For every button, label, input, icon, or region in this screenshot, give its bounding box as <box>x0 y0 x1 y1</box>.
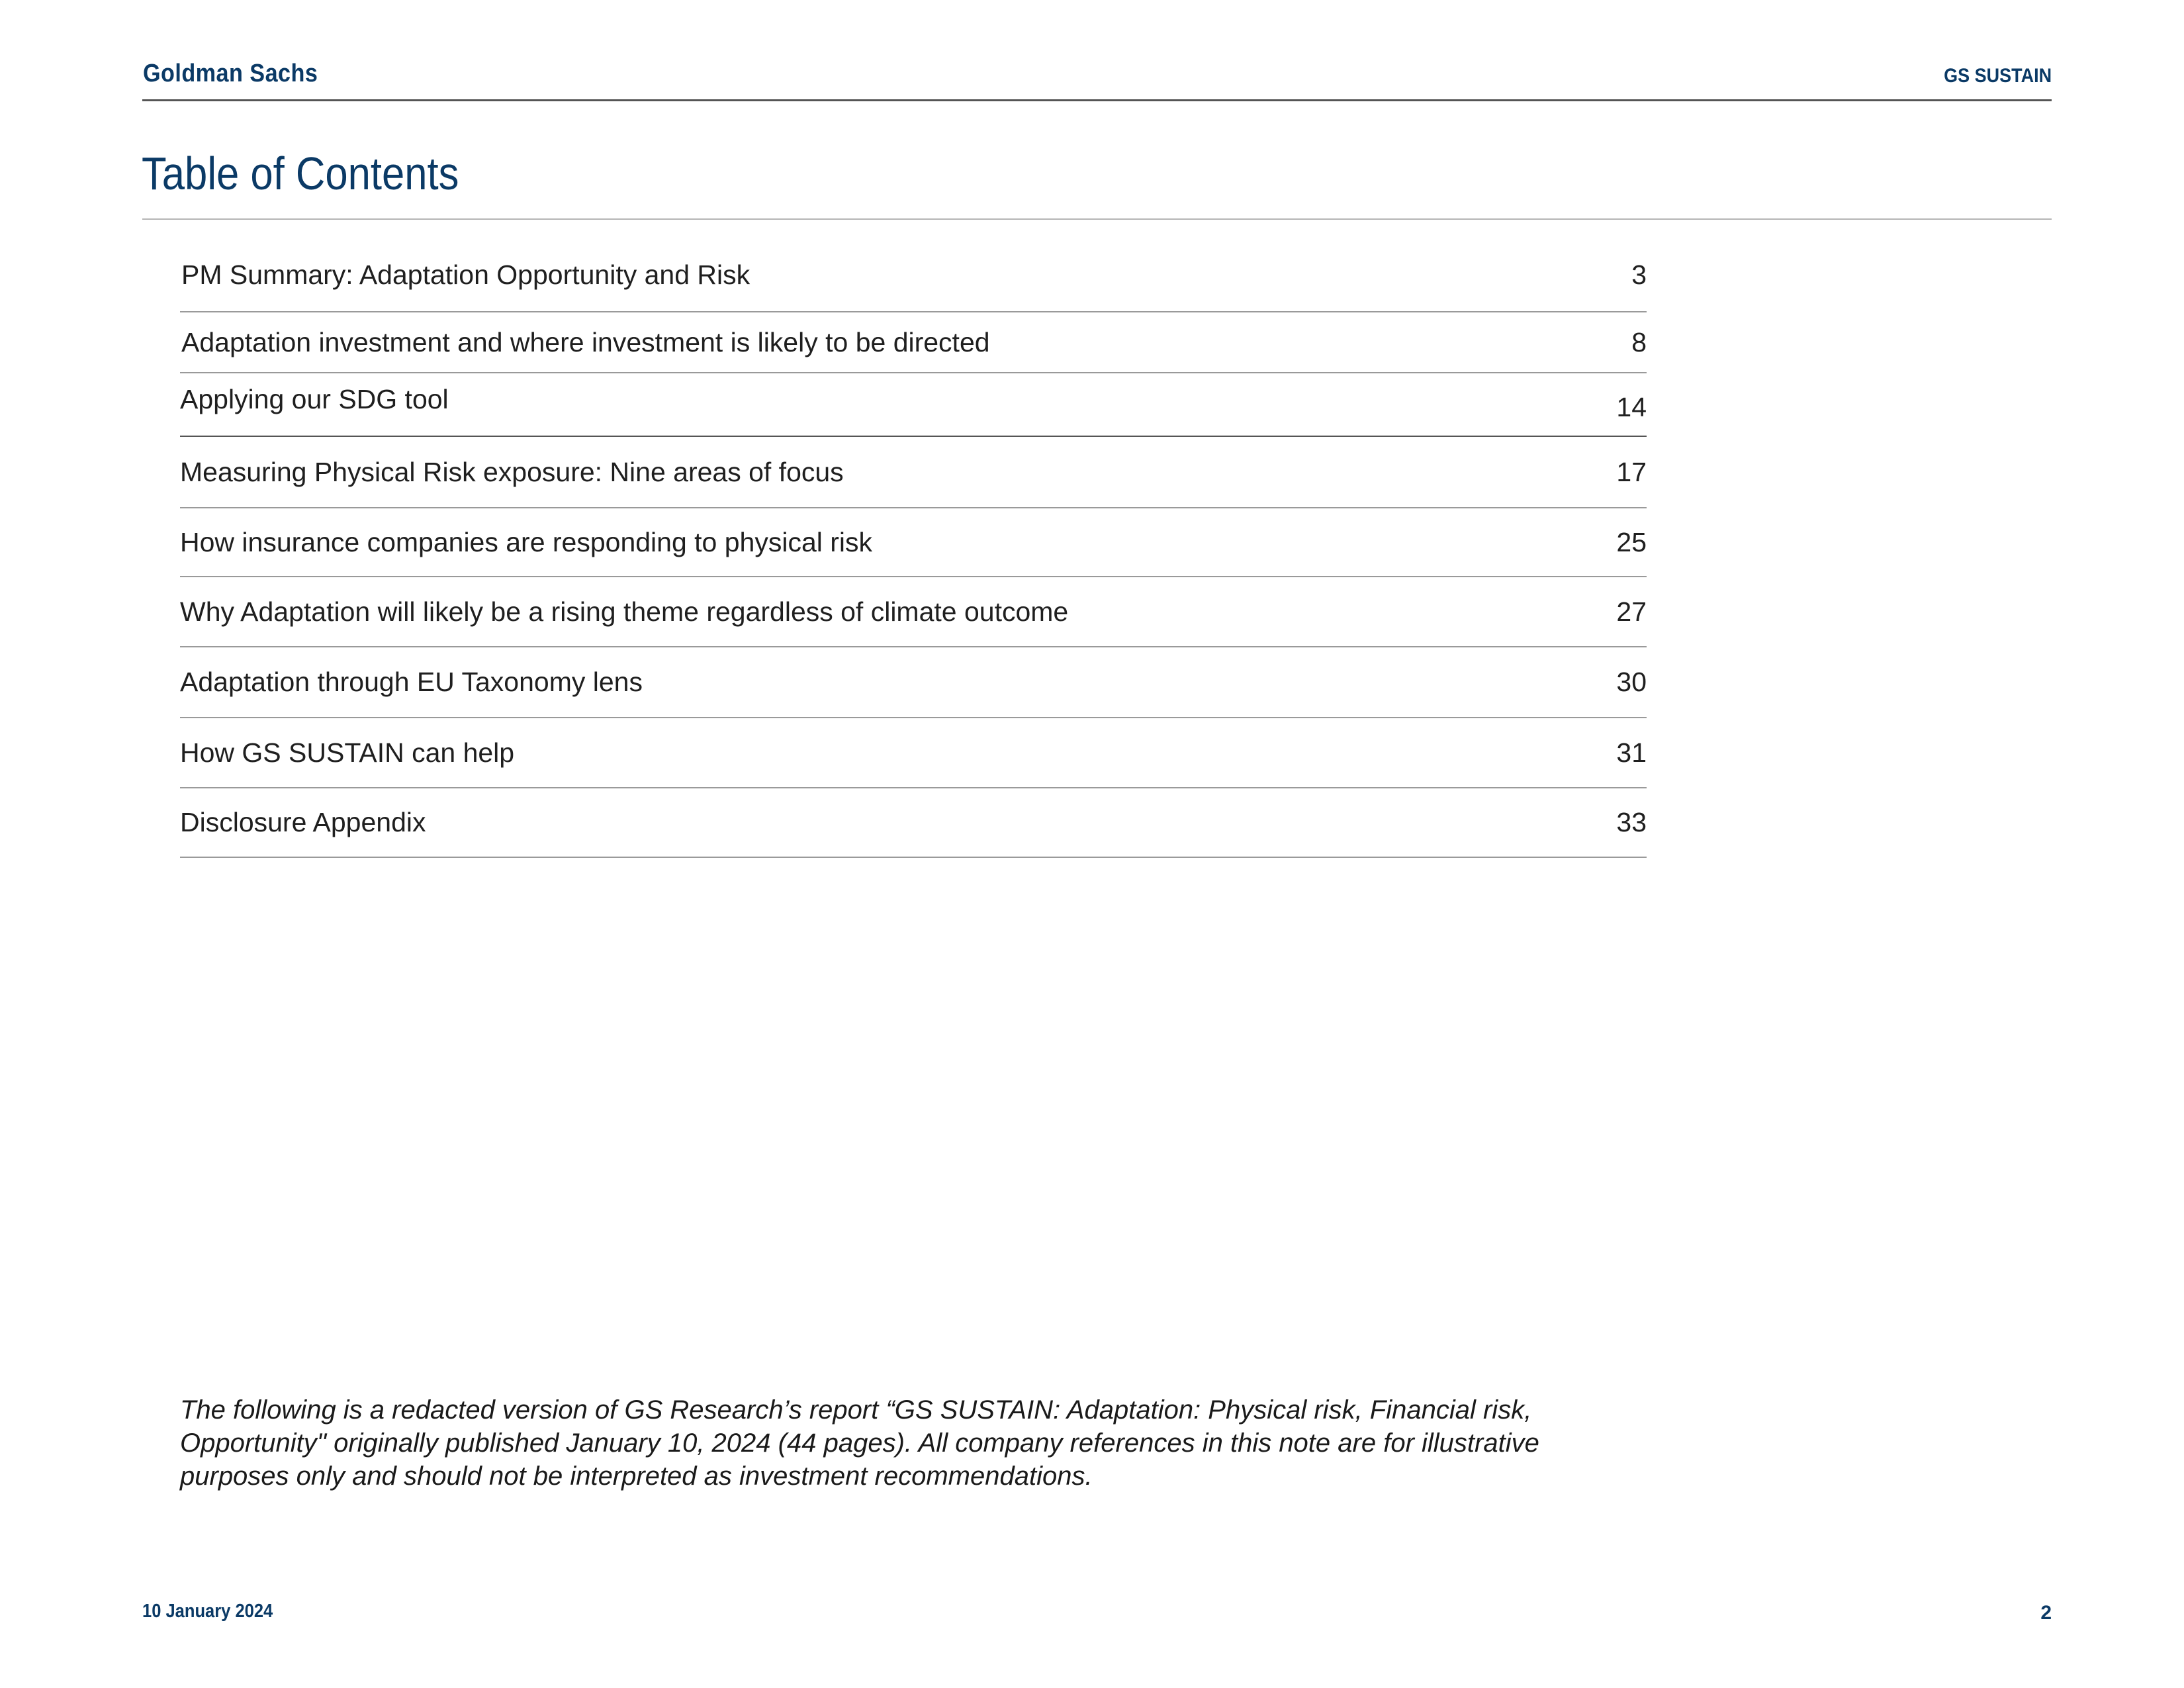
page-number: 2 <box>2040 1602 2052 1624</box>
toc-entry[interactable] <box>180 238 1647 312</box>
toc-entry-page: 14 <box>1616 391 1647 422</box>
toc-entry-page: 8 <box>1631 326 1647 357</box>
toc-entry[interactable] <box>180 788 1647 858</box>
redaction-note: The following is a redacted version of GS Research’s report “GS SUSTAIN: Adaptation: Physical risk, Financial risk, Opportunity" originally published January 10, 2024 (44 pages). All company references in this note are for illustrative purposes only and should not be interpreted as investment recommendations. <box>180 1395 1539 1491</box>
toc-entry-title: Measuring Physical Risk exposure: Nine areas of focus <box>180 456 844 487</box>
toc-entry[interactable] <box>180 373 1647 437</box>
toc-entry-title: Applying our SDG tool <box>180 383 449 414</box>
toc-entry-title: PM Summary: Adaptation Opportunity and Risk <box>181 259 751 290</box>
toc-entry[interactable] <box>180 577 1647 647</box>
toc-entry-title: Adaptation investment and where investment is likely to be directed <box>181 326 990 357</box>
toc-entry-page: 33 <box>1616 807 1647 837</box>
toc-entry[interactable] <box>180 647 1647 718</box>
title-divider <box>142 218 2052 220</box>
table-of-contents <box>180 238 1647 858</box>
toc-entry-page: 30 <box>1616 667 1647 697</box>
toc-entry-page: 25 <box>1616 526 1647 557</box>
footer-date: 10 January 2024 <box>142 1601 273 1622</box>
toc-entry-title: Disclosure Appendix <box>180 807 426 837</box>
series-name: GS SUSTAIN <box>1943 65 2052 87</box>
toc-entry-page: 17 <box>1616 456 1647 487</box>
brand-name: Goldman Sachs <box>143 60 318 87</box>
toc-entry-title: How GS SUSTAIN can help <box>180 737 515 768</box>
toc-entry[interactable] <box>180 312 1647 373</box>
toc-entry-page: 3 <box>1631 259 1647 290</box>
header-divider <box>142 99 2052 101</box>
toc-entry-title: Why Adaptation will likely be a rising theme regardless of climate outcome <box>180 596 1069 627</box>
toc-entry-title: How insurance companies are responding to physical risk <box>180 526 873 557</box>
toc-entry-page: 27 <box>1616 596 1647 627</box>
toc-entry[interactable] <box>180 718 1647 788</box>
toc-entry[interactable] <box>180 508 1647 577</box>
toc-entry-title: Adaptation through EU Taxonomy lens <box>180 667 643 697</box>
page-title: Table of Contents <box>142 148 459 199</box>
toc-entry[interactable] <box>180 437 1647 508</box>
toc-entry-page: 31 <box>1616 737 1647 768</box>
